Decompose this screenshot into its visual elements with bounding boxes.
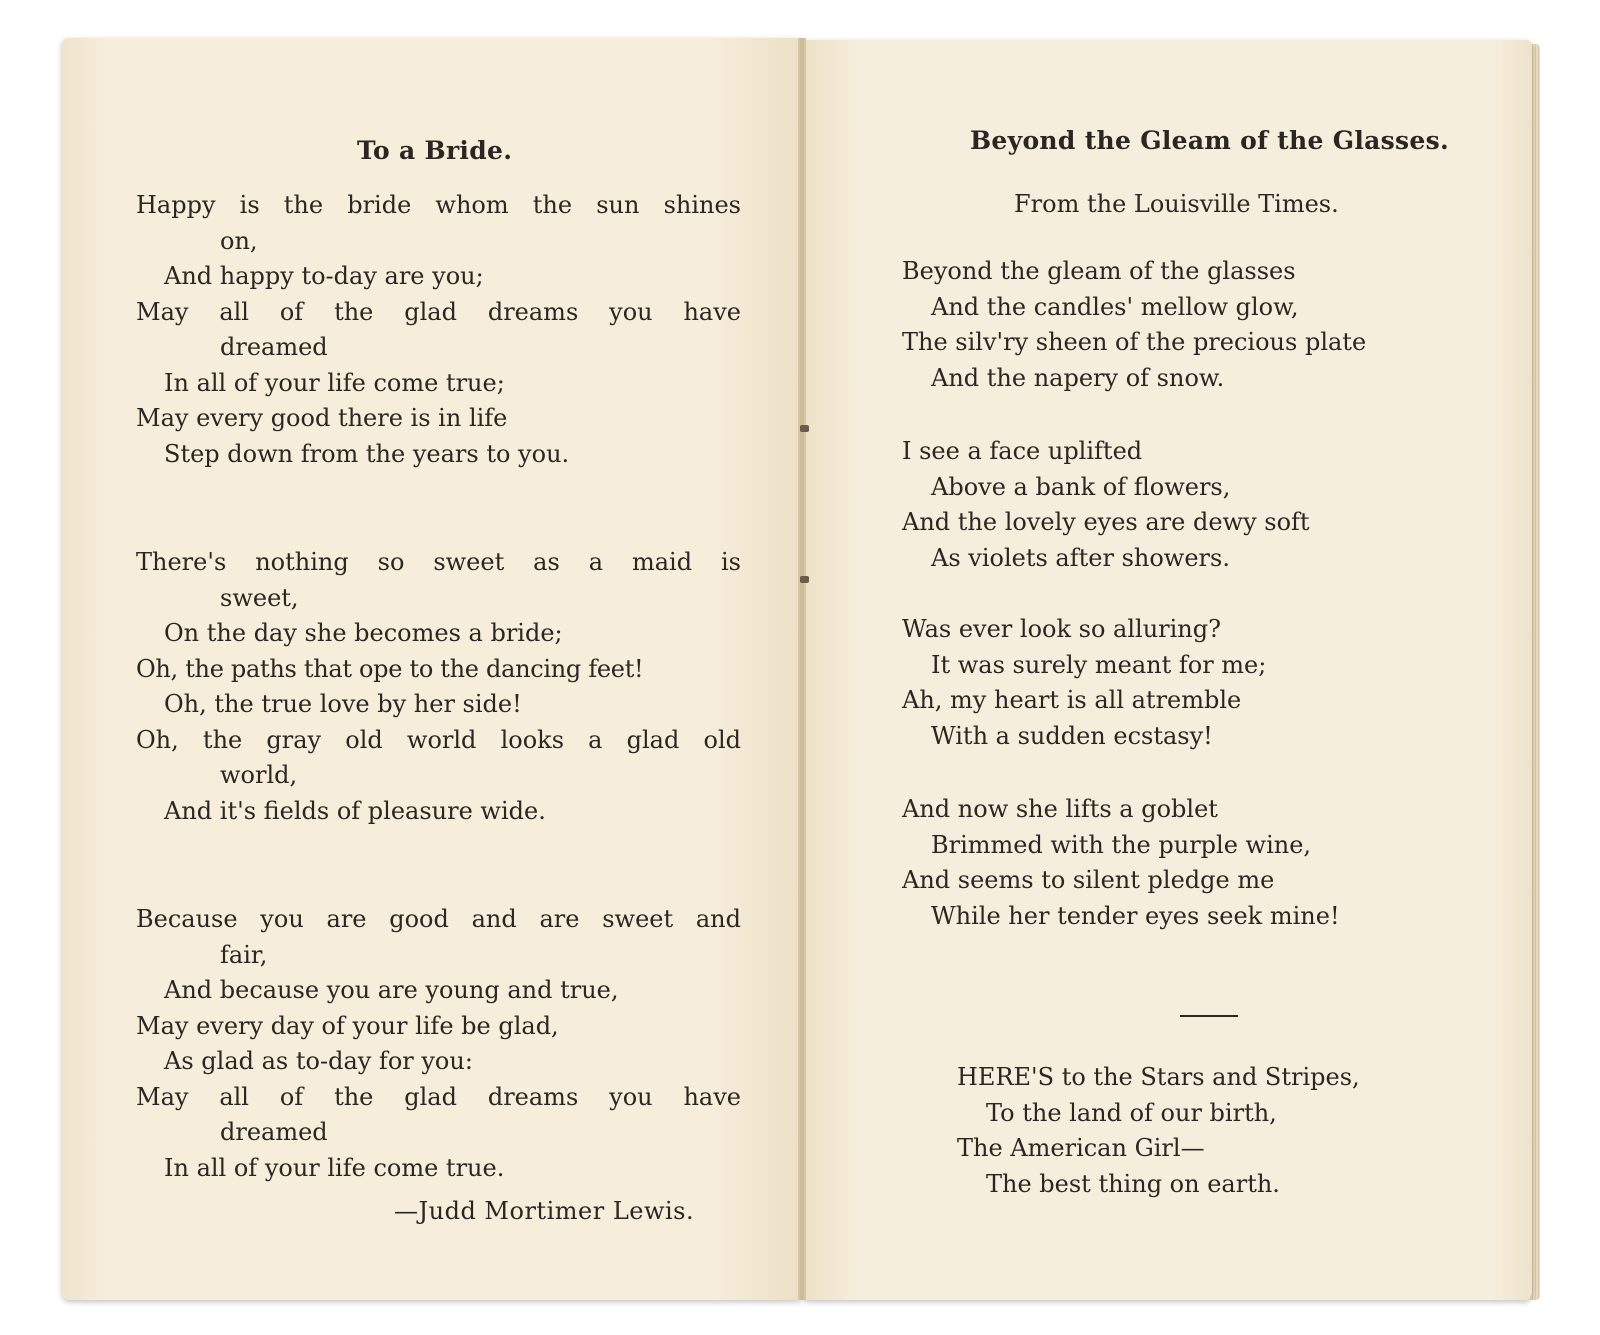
poem-line: With a sudden ecstasy! bbox=[931, 721, 1213, 750]
poem-line: Oh, the gray old world looks a glad old bbox=[136, 725, 741, 754]
poem-line: The silv'ry sheen of the precious plate bbox=[902, 328, 1367, 356]
poem-line: Above a bank of flowers, bbox=[931, 472, 1231, 501]
poem-line: Oh, the true love by her side! bbox=[164, 690, 522, 718]
poem-line: Brimmed with the purple wine, bbox=[931, 830, 1312, 859]
poem-line: And the lovely eyes are dewy soft bbox=[902, 508, 1310, 536]
poem-line: Oh, the paths that ope to the dancing feet! bbox=[136, 654, 644, 683]
right-stanza-2 bbox=[902, 434, 1310, 576]
poem-line: Beyond the gleam of the glasses bbox=[902, 257, 1296, 285]
section-divider bbox=[1180, 1015, 1238, 1017]
poem-line: There's nothing so sweet as a maid is bbox=[136, 548, 741, 576]
poem-line: May every day of your life be glad, bbox=[136, 1011, 559, 1040]
poem-line: As violets after showers. bbox=[931, 543, 1230, 572]
poem-line: I see a face uplifted bbox=[902, 437, 1143, 465]
poem-line: And happy to-day are you; bbox=[164, 262, 484, 290]
poem-line: And the napery of snow. bbox=[931, 363, 1225, 392]
poem-line: And because you are young and true, bbox=[164, 976, 619, 1004]
poem-line: May all of the glad dreams you have bbox=[136, 297, 741, 326]
poem-attribution: —Judd Mortimer Lewis. bbox=[394, 1197, 695, 1225]
right-stanza-4 bbox=[902, 792, 1340, 934]
poem-line: Happy is the bride whom the sun shines bbox=[136, 191, 741, 219]
right-stanza-1 bbox=[902, 254, 1366, 396]
toast-line: To the land of our birth, bbox=[986, 1098, 1277, 1127]
poem-line: world, bbox=[220, 761, 298, 789]
binding-gutter bbox=[798, 38, 806, 1300]
left-stanza-1 bbox=[136, 188, 741, 472]
poem-line: And the candles' mellow glow, bbox=[931, 292, 1299, 321]
poem-line: on, bbox=[220, 226, 258, 255]
poem-line: And it's fields of pleasure wide. bbox=[164, 796, 546, 825]
poem-line: In all of your life come true. bbox=[164, 1153, 505, 1182]
toast-line: The best thing on earth. bbox=[986, 1169, 1280, 1198]
staple-bottom bbox=[800, 576, 809, 583]
poem-line: fair, bbox=[220, 940, 268, 969]
poem-line: May every good there is in life bbox=[136, 404, 508, 432]
toast-line: The American Girl— bbox=[957, 1134, 1205, 1162]
left-stanza-3 bbox=[136, 902, 741, 1186]
poem-line: Step down from the years to you. bbox=[164, 439, 570, 468]
poem-line: dreamed bbox=[220, 333, 328, 361]
toast-line: HERE'S to the Stars and Stripes, bbox=[957, 1063, 1360, 1091]
poem-line: It was surely meant for me; bbox=[931, 650, 1267, 679]
poem-line: And seems to silent pledge me bbox=[902, 866, 1275, 894]
poem-line: dreamed bbox=[220, 1118, 328, 1146]
poem-source: From the Louisville Times. bbox=[1014, 190, 1339, 218]
left-stanza-2 bbox=[136, 545, 741, 829]
toast-stanza bbox=[957, 1060, 1360, 1202]
staple-top bbox=[800, 425, 809, 432]
poem-line: In all of your life come true; bbox=[164, 368, 505, 397]
poem-line: While her tender eyes seek mine! bbox=[931, 901, 1340, 930]
right-stanza-3 bbox=[902, 612, 1266, 754]
poem-line: Was ever look so alluring? bbox=[902, 615, 1221, 643]
poem-line: Ah, my heart is all atremble bbox=[902, 686, 1242, 714]
poem-line: And now she lifts a goblet bbox=[902, 795, 1218, 823]
right-poem-title: Beyond the Gleam of the Glasses. bbox=[970, 126, 1449, 155]
poem-line: Because you are good and are sweet and bbox=[136, 905, 741, 933]
poem-line: As glad as to-day for you: bbox=[164, 1047, 473, 1075]
poem-line: May all of the glad dreams you have bbox=[136, 1082, 741, 1111]
left-poem-title: To a Bride. bbox=[357, 136, 513, 165]
poem-line: sweet, bbox=[220, 583, 299, 612]
poem-line: On the day she becomes a bride; bbox=[164, 619, 563, 647]
